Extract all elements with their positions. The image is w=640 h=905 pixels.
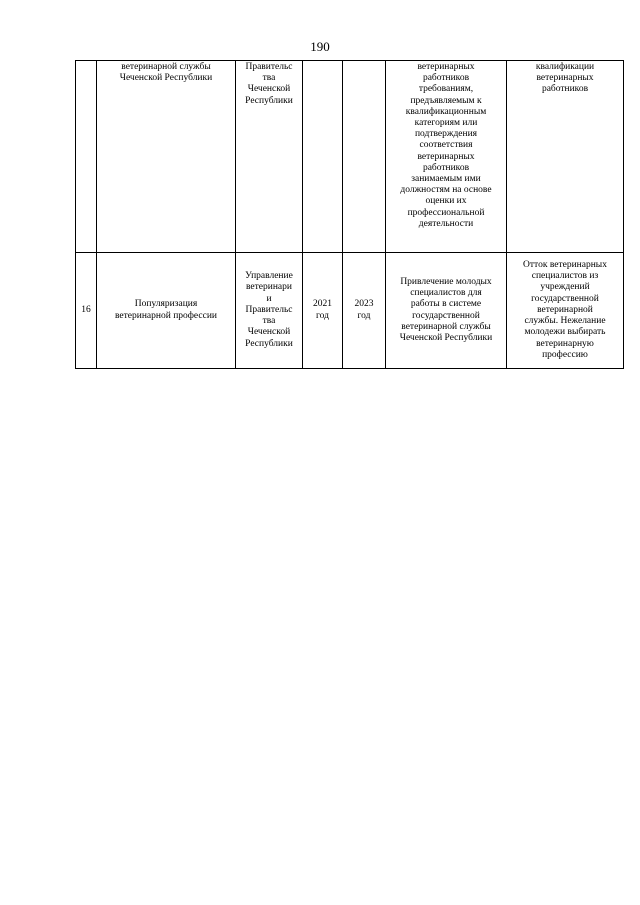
cell-responsible: Управление ветеринари и Правительс тва Чеченской Республики [236, 253, 303, 369]
table-row [76, 61, 624, 253]
measures-table [75, 60, 624, 369]
cell-end: 2023 год [343, 253, 386, 369]
cell-activity: Популяризация ветеринарной профессии [97, 253, 236, 369]
cell-start [303, 61, 343, 253]
cell-start: 2021 год [303, 253, 343, 369]
cell-number: 16 [76, 253, 97, 369]
page-number: 190 [310, 39, 330, 54]
cell-consequences: Отток ветеринарных специалистов из учреждений государственной ветеринарной службы. Нежелание молодежи выбирать ветеринарную профессию [507, 253, 624, 369]
cell-activity: ветеринарной службы Чеченской Республики [97, 61, 236, 253]
table-row [76, 253, 624, 369]
cell-end [343, 61, 386, 253]
cell-responsible: Правительс тва Чеченской Республики [236, 61, 303, 253]
cell-number [76, 61, 97, 253]
cell-result: ветеринарных работников требованиям, предъявляемым к квалификационным категориям или подтверждения соответствия ветеринарных работников занимаемым ими должностям на основе оценки их профессиональной деятельности [386, 61, 507, 253]
cell-result: Привлечение молодых специалистов для работы в системе государственной ветеринарной службы Чеченской Республики [386, 253, 507, 369]
cell-consequences: квалификации ветеринарных работников [507, 61, 624, 253]
